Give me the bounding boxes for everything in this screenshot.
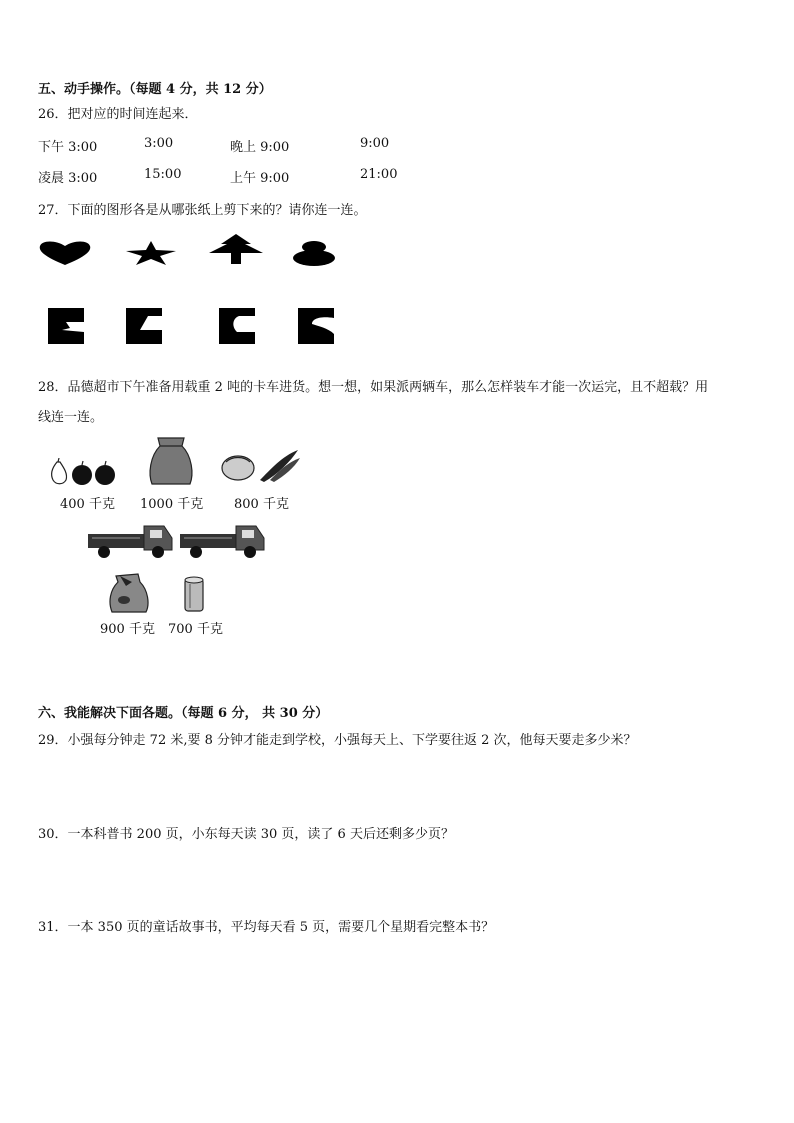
cut-paper-zigzag [48, 308, 84, 344]
section6-heading: 六、我能解决下面各题。（每题 6 分， 共 30 分） [38, 706, 329, 721]
goods-fruit-label: 400 千克 [60, 497, 115, 512]
q26-r2-c1: 凌晨 3:00 [38, 171, 98, 186]
section5-heading: 五、动手操作。（每题 4 分，共 12 分） [38, 82, 272, 97]
q26-r1-c4: 9:00 [360, 136, 390, 151]
q29-text: 29．小强每分钟走 72 米,要 8 分钟才能走到学校，小强每天上、下学要往返 2 次，他每天要走多少米？ [38, 733, 637, 748]
q31-text: 31．一本 350 页的童话故事书，平均每天看 5 页，需要几个星期看完整本书？ [38, 920, 495, 935]
q26-r1-c2: 3:00 [144, 136, 174, 151]
q26-r2-c4: 21:00 [360, 167, 398, 182]
q30-text: 30．一本科普书 200 页，小东每天读 30 页，读了 6 天后还剩多少页？ [38, 827, 454, 842]
q26-r1-c1: 下午 3:00 [38, 140, 98, 155]
q28-text-line2: 线连一连。 [38, 410, 104, 425]
truck-icon [86, 518, 174, 560]
q26-r2-c2: 15:00 [144, 167, 182, 182]
barrel-icon [182, 576, 206, 614]
cut-paper-triangle [126, 308, 162, 344]
cut-paper-curve [298, 308, 334, 344]
tree-icon [209, 234, 263, 264]
heart-icon [38, 240, 92, 266]
goods-sack-label: 1000 千克 [140, 497, 204, 512]
star-icon [126, 241, 176, 265]
q26-text: 26．把对应的时间连起来． [38, 107, 198, 122]
q28-text-line1: 28．品德超市下午准备用载重 2 吨的卡车进货。想一想，如果派两辆车，那么怎样装车才能一次运完，且不超载？用 [38, 380, 709, 395]
truck-icon [178, 518, 266, 560]
vegetables-icon [220, 446, 302, 484]
cut-paper-round [219, 308, 255, 344]
q27-text: 27．下面的图形各是从哪张纸上剪下来的？请你连一连。 [38, 203, 367, 218]
sack-icon [148, 436, 194, 486]
goods-bag-label: 900 千克 [100, 622, 155, 637]
goods-vegetables-label: 800 千克 [234, 497, 289, 512]
bag-icon [106, 572, 152, 614]
snowman-icon [292, 240, 336, 266]
goods-barrel-label: 700 千克 [168, 622, 223, 637]
fruit-icon [48, 458, 118, 486]
q26-r2-c3: 上午 9:00 [230, 171, 290, 186]
q26-r1-c3: 晚上 9:00 [230, 140, 290, 155]
